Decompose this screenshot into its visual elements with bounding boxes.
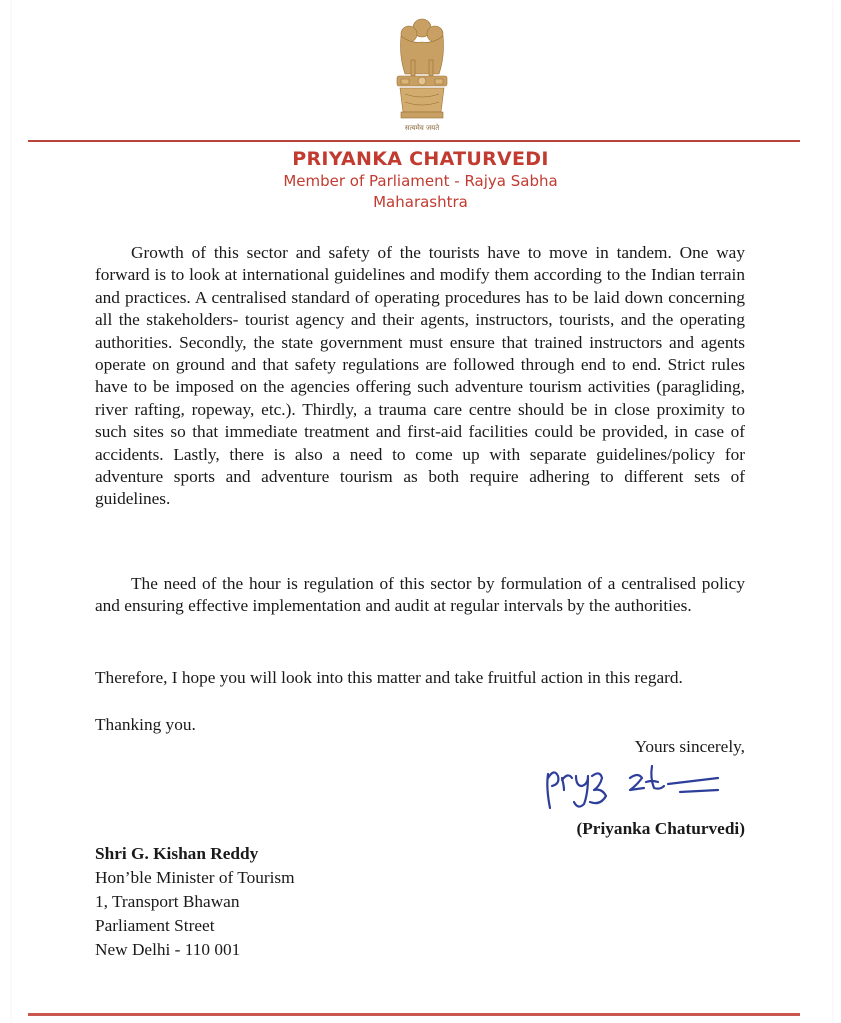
body-paragraph-1: Growth of this sector and safety of the tourists have to move in tandem. One way forward is to look at international guidelines and modify them according to the Indian terrain and practices. A centralised standard of operating procedures has to be laid down concerning all the stakeholders- tourist agency and their agents, instructors, tourists, and the operating authorities. Secondly, the state government must ensure that trained instructors and agents operate on ground and that safety regulations are followed through end to end. Strict rules have to be imposed on the agencies offering such adventure tourism activities (paragliding, river rafting, ropeway, etc.). Thirdly, a trauma care centre should be in close proximity to such sites so that immediate treatment and first-aid facilities could be provided, in case of accidents. Lastly, there is also a need to come up with separate guidelines/policy for adventure sports and adventure tourism as both require adhering to different sets of guidelines.	[95, 243, 745, 509]
thanks-line: Thanking you.	[95, 715, 196, 734]
address-line-2: Parliament Street	[95, 916, 215, 935]
recipient-designation: Hon’ble Minister of Tourism	[95, 868, 295, 887]
signatory-name: (Priyanka Chaturvedi)	[576, 819, 745, 838]
footer-divider	[28, 1013, 800, 1016]
letterhead-divider	[28, 140, 800, 142]
letterhead-title: Member of Parliament - Rajya Sabha	[283, 172, 558, 190]
address-line-1: 1, Transport Bhawan	[95, 892, 240, 911]
closing-salutation: Yours sincerely,	[634, 737, 745, 756]
recipient-address	[95, 842, 295, 962]
recipient-name: Shri G. Kishan Reddy	[95, 844, 259, 863]
national-emblem	[387, 16, 457, 134]
body-paragraph-3: Therefore, I hope you will look into this matter and take fruitful action in this regard.	[95, 668, 683, 687]
emblem-icon	[387, 16, 457, 134]
letterhead-state: Maharashtra	[373, 193, 468, 211]
letterhead-name: PRIYANKA CHATURVEDI	[292, 148, 549, 170]
address-line-3: New Delhi - 110 001	[95, 940, 241, 959]
handwritten-signature	[540, 756, 760, 814]
body-paragraph-2: The need of the hour is regulation of this sector by formulation of a centralised policy and ensuring effective implementation and audit at regular intervals by the authorities.	[95, 574, 745, 616]
emblem-motto: सत्यमेव जयते	[404, 124, 440, 132]
